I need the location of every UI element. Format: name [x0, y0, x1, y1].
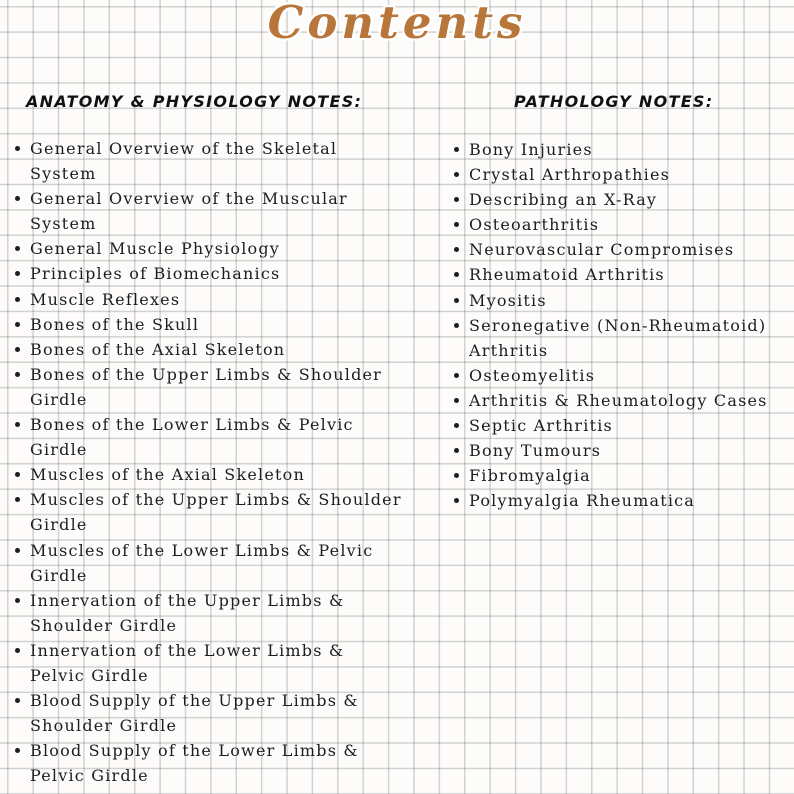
page-title: Contents	[267, 0, 527, 49]
list-item: Seronegative (Non-Rheumatoid) Arthritis	[469, 313, 789, 363]
list-item: General Overview of the Muscular System	[30, 186, 402, 236]
pathology-list	[469, 137, 789, 513]
list-item: Muscles of the Upper Limbs & Shoulder Girdle	[30, 487, 402, 537]
list-item: Fibromyalgia	[469, 463, 789, 488]
list-item: Muscle Reflexes	[30, 287, 402, 312]
anatomy-list	[30, 136, 402, 788]
list-item: Bony Injuries	[469, 137, 789, 162]
list-item: Muscles of the Axial Skeleton	[30, 462, 402, 487]
list-item: General Overview of the Skeletal System	[30, 136, 402, 186]
list-item: Septic Arthritis	[469, 413, 789, 438]
pathology-heading: PATHOLOGY NOTES:	[514, 92, 714, 111]
list-item: Describing an X-Ray	[469, 187, 789, 212]
list-item: Crystal Arthropathies	[469, 162, 789, 187]
list-item: Bones of the Upper Limbs & Shoulder Girdle	[30, 362, 402, 412]
list-item: Innervation of the Upper Limbs & Shoulder Girdle	[30, 588, 402, 638]
list-item: Bony Tumours	[469, 438, 789, 463]
list-item: Osteoarthritis	[469, 212, 789, 237]
list-item: Principles of Biomechanics	[30, 261, 402, 286]
list-item: Bones of the Skull	[30, 312, 402, 337]
list-item: Innervation of the Lower Limbs & Pelvic Girdle	[30, 638, 402, 688]
list-item: Polymyalgia Rheumatica	[469, 488, 789, 513]
list-item: Osteomyelitis	[469, 363, 789, 388]
anatomy-heading: ANATOMY & PHYSIOLOGY NOTES:	[26, 92, 363, 111]
list-item: Neurovascular Compromises	[469, 237, 789, 262]
list-item: Blood Supply of the Upper Limbs & Shoulder Girdle	[30, 688, 402, 738]
list-item: Arthritis & Rheumatology Cases	[469, 388, 789, 413]
list-item: Rheumatoid Arthritis	[469, 262, 789, 287]
list-item: Bones of the Axial Skeleton	[30, 337, 402, 362]
list-item: General Muscle Physiology	[30, 236, 402, 261]
list-item: Muscles of the Lower Limbs & Pelvic Girdle	[30, 538, 402, 588]
list-item: Bones of the Lower Limbs & Pelvic Girdle	[30, 412, 402, 462]
list-item: Myositis	[469, 288, 789, 313]
list-item: Blood Supply of the Lower Limbs & Pelvic Girdle	[30, 738, 402, 788]
